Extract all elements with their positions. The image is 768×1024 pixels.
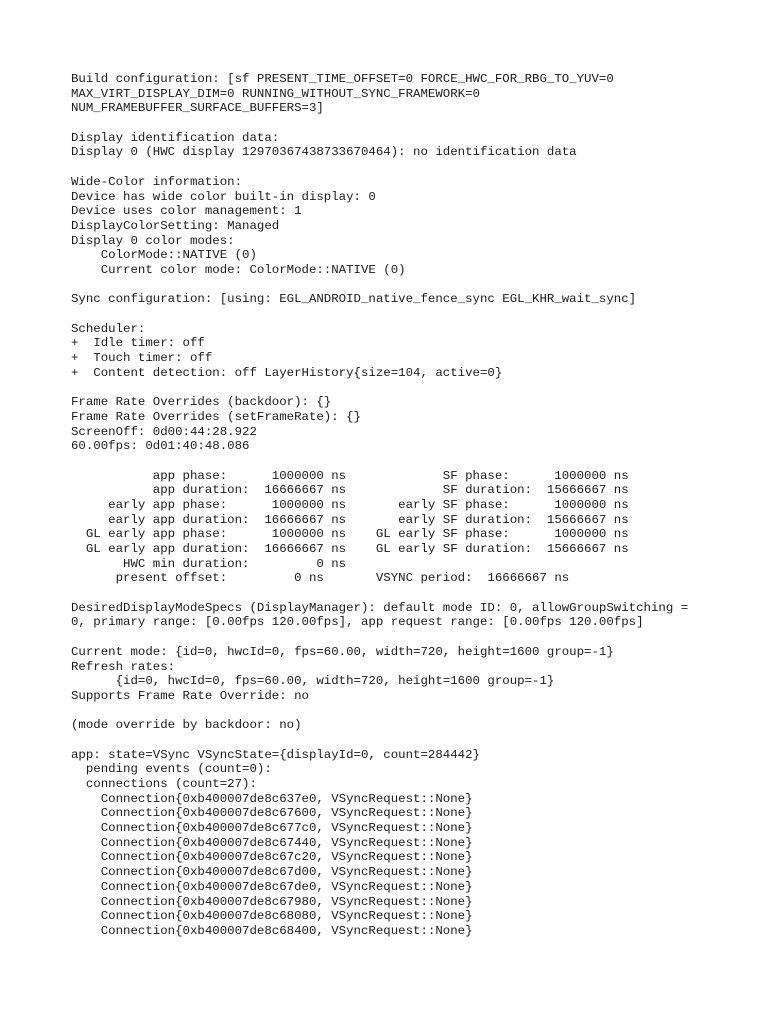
- text-line: [71, 454, 768, 469]
- text-line: (mode override by backdoor: no): [71, 718, 302, 733]
- text-line: Connection{0xb400007de8c637e0, VSyncRequest::None}: [71, 791, 473, 806]
- text-line: [71, 733, 768, 748]
- text-line: Scheduler:: [71, 321, 146, 336]
- text-line: GL early app phase: 1000000 ns GL early SF phase: 1000000 ns: [71, 527, 629, 542]
- text-line: Display identification data:: [71, 130, 280, 145]
- text-line: {id=0, hwcId=0, fps=60.00, width=720, height=1600 group=-1}: [71, 674, 555, 689]
- text-line: early app duration: 16666667 ns early SF duration: 15666667 ns: [71, 512, 629, 527]
- text-line: 60.00fps: 0d01:40:48.086: [71, 439, 250, 454]
- text-line: Display 0 color modes:: [71, 233, 235, 248]
- text-line: Sync configuration: [using: EGL_ANDROID_native_fence_sync EGL_KHR_wait_sync]: [71, 292, 637, 307]
- text-line: pending events (count=0):: [71, 762, 272, 777]
- text-line: 0, primary range: [0.00fps 120.00fps], app request range: [0.00fps 120.00fps]: [71, 615, 644, 630]
- text-line: Supports Frame Rate Override: no: [71, 688, 309, 703]
- text-line: ColorMode::NATIVE (0): [71, 248, 257, 263]
- text-line: GL early app duration: 16666667 ns GL early SF duration: 15666667 ns: [71, 542, 629, 556]
- text-line: DisplayColorSetting: Managed: [71, 218, 280, 233]
- text-line: app duration: 16666667 ns SF duration: 15666667 ns: [71, 483, 629, 498]
- text-line: Refresh rates:: [71, 659, 176, 674]
- dumpsys-text-document: [71, 72, 768, 1024]
- text-line: app phase: 1000000 ns SF phase: 1000000 ns: [71, 468, 629, 483]
- text-line: + Content detection: off LayerHistory{size=104, active=0}: [71, 365, 503, 380]
- text-line: [71, 116, 768, 131]
- text-line: [71, 278, 768, 293]
- text-line: Connection{0xb400007de8c67440, VSyncRequest::None}: [71, 835, 473, 850]
- text-line: Connection{0xb400007de8c677c0, VSyncRequest::None}: [71, 821, 473, 836]
- text-line: Device uses color management: 1: [71, 204, 302, 219]
- text-line: early app phase: 1000000 ns early SF phase: 1000000 ns: [71, 497, 629, 512]
- text-line: Frame Rate Overrides (setFrameRate): {}: [71, 409, 361, 424]
- text-line: [71, 307, 768, 322]
- text-line: Frame Rate Overrides (backdoor): {}: [71, 395, 332, 410]
- text-line: [71, 586, 768, 601]
- text-line: app: state=VSync VSyncState={displayId=0, count=284442}: [71, 747, 480, 762]
- text-line: Connection{0xb400007de8c67600, VSyncRequest::None}: [71, 806, 473, 821]
- text-line: connections (count=27):: [71, 777, 257, 791]
- text-line: Current color mode: ColorMode::NATIVE (0): [71, 262, 406, 277]
- text-line: Current mode: {id=0, hwcId=0, fps=60.00, width=720, height=1600 group=-1}: [71, 644, 614, 659]
- text-line: MAX_VIRT_DISPLAY_DIM=0 RUNNING_WITHOUT_SYNC_FRAMEWORK=0: [71, 86, 480, 101]
- text-line: Display 0 (HWC display 12970367438733670464): no identification data: [71, 145, 577, 160]
- text-line: [71, 704, 768, 719]
- text-line: Wide-Color information:: [71, 174, 243, 189]
- text-line: Connection{0xb400007de8c67980, VSyncRequest::None}: [71, 894, 473, 909]
- text-line: Connection{0xb400007de8c68400, VSyncRequest::None}: [71, 923, 473, 938]
- text-line: Connection{0xb400007de8c67d00, VSyncRequest::None}: [71, 865, 473, 880]
- text-line: present offset: 0 ns VSYNC period: 16666667 ns: [71, 571, 570, 586]
- text-line: [71, 380, 768, 395]
- text-line: [71, 630, 768, 645]
- text-line: Device has wide color built-in display: 0: [71, 189, 376, 204]
- text-line: Connection{0xb400007de8c68080, VSyncRequest::None}: [71, 909, 473, 924]
- text-line: Connection{0xb400007de8c67de0, VSyncRequest::None}: [71, 879, 473, 894]
- text-line: + Touch timer: off: [71, 351, 213, 366]
- text-line: Build configuration: [sf PRESENT_TIME_OFFSET=0 FORCE_HWC_FOR_RBG_TO_YUV=0: [71, 72, 614, 86]
- text-line: [71, 160, 768, 175]
- text-line: + Idle timer: off: [71, 336, 205, 351]
- text-line: Connection{0xb400007de8c67c20, VSyncRequest::None}: [71, 850, 473, 865]
- text-line: HWC min duration: 0 ns: [71, 556, 347, 571]
- text-line: ScreenOff: 0d00:44:28.922: [71, 424, 257, 439]
- text-line: DesiredDisplayModeSpecs (DisplayManager): default mode ID: 0, allowGroupSwitching =: [71, 600, 689, 615]
- text-line: NUM_FRAMEBUFFER_SURFACE_BUFFERS=3]: [71, 101, 324, 116]
